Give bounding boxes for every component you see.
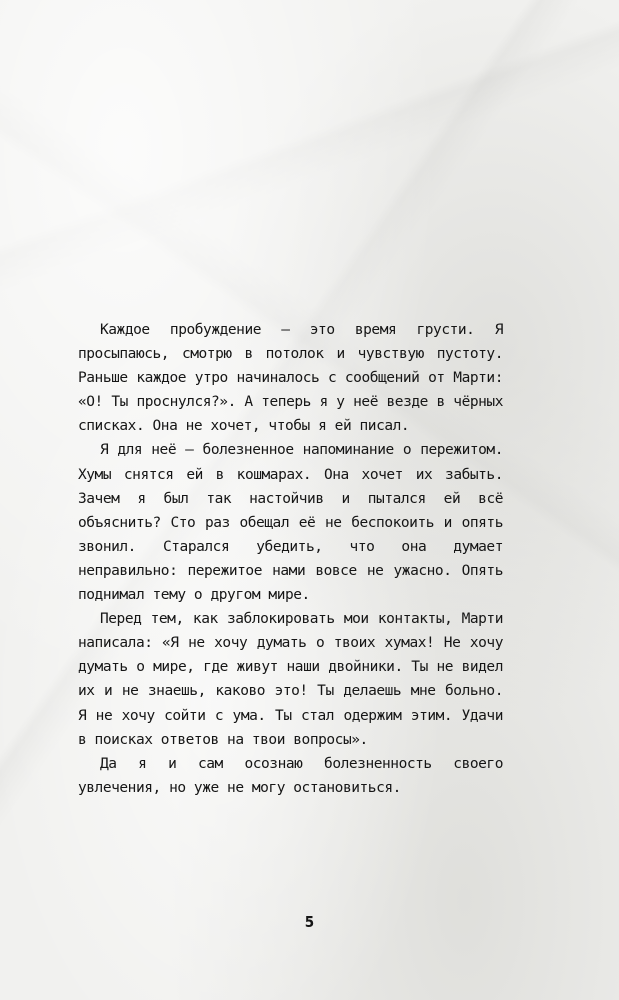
paragraph-3: Перед тем, как заблокировать мои контакты, Марти написала: «Я не хочу думать о твоих хумах! Не хочу думать о мире, где живут наши двойники. Ты не видел их и не знаешь, каково это! Ты делаешь мне больно. Я не хочу сойти с ума. Ты стал одержим этим. Удачи в поисках ответов на твои вопросы». [78, 611, 503, 748]
page-body [78, 318, 503, 800]
page-number: 5 [304, 913, 315, 931]
paragraph-1: Каждое пробуждение — это время грусти. Я просыпаюсь, смотрю в потолок и чувствую пустоту. Раньше каждое утро начиналось с сообщений от Марти: «О! Ты проснулся?». А теперь я у неё везде в чёрных списках. Она не хочет, чтобы я ей писал. [78, 322, 503, 435]
paragraph-2: Я для неё — болезненное напоминание о пережитом. Хумы снятся ей в кошмарах. Она хочет их забыть. Зачем я был так настойчив и пытался ей всё объяснить? Сто раз обещал её не беспокоить и опять звонил. Старался убедить, что она думает неправильно: пережитое нами вовсе не ужасно. Опять поднимал тему о другом мире. [78, 442, 503, 604]
paragraph-4: Да я и сам осознаю болезненность своего увлечения, но уже не могу остановиться. [78, 755, 503, 796]
